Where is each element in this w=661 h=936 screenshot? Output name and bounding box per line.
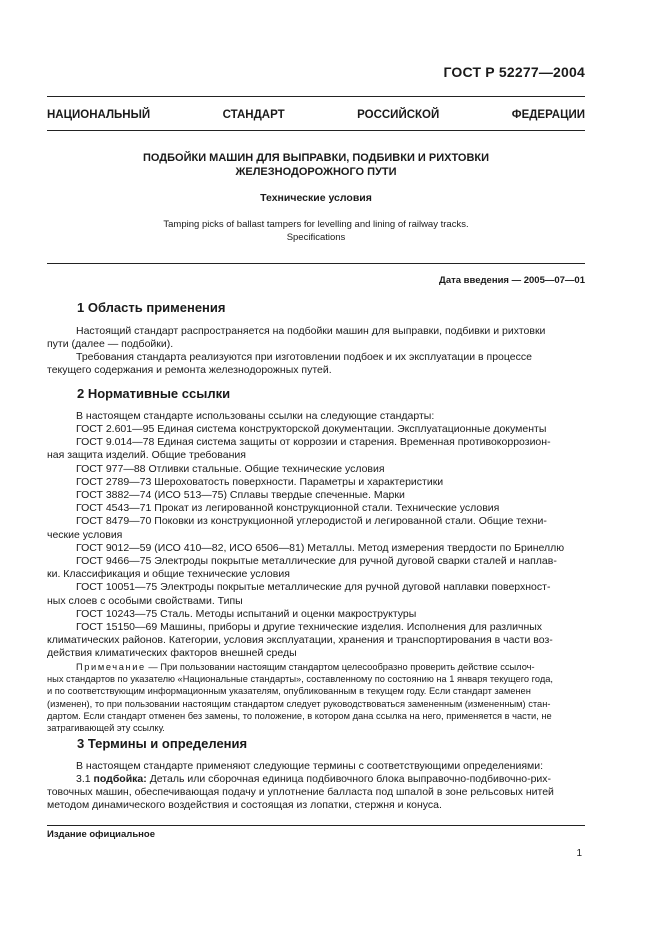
- line: текущего содержания и ремонта железнодорожных путей.: [47, 364, 332, 377]
- banner-rule: [47, 130, 585, 131]
- english-title-line-2: Specifications: [286, 232, 346, 243]
- note-line: и по соответствующим информационным указателям, опубликованным в текущем году. Если стандарт заменен: [47, 686, 531, 697]
- reference-line: ных слоев с особыми свойствами. Типы: [47, 594, 243, 607]
- reference-line: ГОСТ 10051—75 Электроды покрытые металлические для ручной дуговой наплавки поверхност-: [76, 581, 551, 594]
- line: Требования стандарта реализуются при изготовлении подбоек и их эксплуатации в процессе: [76, 351, 532, 363]
- term-name: подбойка:: [93, 773, 147, 785]
- reference-list: [47, 423, 585, 661]
- introduction-date: Дата введения — 2005—07—01: [439, 275, 585, 286]
- reference-line: ГОСТ 2.601—95 Единая система конструкторской документации. Эксплуатационные документы: [76, 423, 547, 435]
- page-number: 1: [576, 848, 582, 859]
- footer-rule: [47, 825, 585, 826]
- document-number: ГОСТ Р 52277—2004: [443, 64, 585, 80]
- national-standard-banner: НАЦИОНАЛЬНЫЙ СТАНДАРТ РОССИЙСКОЙ ФЕДЕРАЦИИ: [47, 109, 585, 121]
- document-subtitle: Технические условия: [260, 192, 372, 204]
- reference-line: ГОСТ 8479—70 Поковки из конструкционной углеродистой и легированной стали. Общие техни-: [76, 515, 547, 528]
- note-text: — При пользовании настоящим стандартом целесообразно проверить действие ссылоч-: [148, 662, 535, 672]
- reference-line: ГОСТ 9012—59 (ИСО 410—82, ИСО 6506—81) Металлы. Метод измерения твердости по Бринеллю: [76, 541, 565, 554]
- reference-line: ГОСТ 9.014—78 Единая система защиты от коррозии и старения. Временная противокоррозион-: [76, 436, 551, 449]
- term-line: товочных машин, обеспечивающая подачу и уплотнение балласта под шпалой в зоне рельсовых нитей: [47, 786, 554, 799]
- reference-line: ГОСТ 977—88 Отливки стальные. Общие технические условия: [76, 462, 385, 475]
- reference-line: ГОСТ 3882—74 (ИСО 513—75) Сплавы твердые спеченные. Марки: [76, 489, 405, 502]
- note-line: ных стандартов по указателю «Национальные стандарты», составленному по состоянию на 1 января текущего года,: [47, 674, 554, 685]
- term-line: [47, 773, 585, 786]
- term-definition: [47, 773, 585, 813]
- title-line-2: ЖЕЛЕЗНОДОРОЖНОГО ПУТИ: [235, 166, 397, 178]
- reference-line: ГОСТ 2789—73 Шероховатость поверхности. Параметры и характеристики: [76, 475, 444, 488]
- reference-line: действия климатических факторов внешней среды: [47, 647, 297, 660]
- section-1-paragraph-2: [47, 351, 585, 377]
- section-1-heading: 1 Область применения: [77, 300, 226, 315]
- note-line: дартом. Если стандарт отменен без замены, то положение, в котором дана ссылка на него, применяется в части, не: [47, 710, 552, 721]
- note-label: Примечание: [76, 662, 146, 672]
- section-1-paragraph-1: [47, 325, 585, 351]
- reference-line: климатических районов. Категории, условия эксплуатации, хранения и транспортирования в части воз-: [47, 634, 553, 647]
- reference-line: ГОСТ 9466—75 Электроды покрытые металлические для ручной дуговой сварки сталей и наплав-: [76, 555, 557, 568]
- section-2-heading: 2 Нормативные ссылки: [77, 386, 231, 401]
- edition-label: Издание официальное: [47, 829, 155, 840]
- top-rule: [47, 96, 585, 97]
- section-2-intro: В настоящем стандарте использованы ссылки на следующие стандарты:: [76, 410, 435, 422]
- line: пути (далее — подбойки).: [47, 338, 174, 351]
- reference-line: ческие условия: [47, 528, 123, 541]
- note-line: (изменен), то при пользовании настоящим стандартом следует руководствоваться замененным (измененным) стан-: [47, 698, 551, 709]
- reference-line: ГОСТ 4543—71 Прокат из легированной конструкционной стали. Технические условия: [76, 502, 500, 515]
- section-3-intro: В настоящем стандарте применяют следующие термины с соответствующими определениями:: [76, 760, 544, 772]
- note-block: [47, 661, 585, 734]
- term-line: методом динамического воздействия и состоящая из лопатки, стержня и конуса.: [47, 799, 442, 812]
- reference-line: ГОСТ 15150—69 Машины, приборы и другие технические изделия. Исполнения для различных: [76, 621, 543, 634]
- document-title: [47, 151, 585, 179]
- title-rule: [47, 263, 585, 264]
- note-line: [47, 661, 585, 673]
- reference-line: ки. Классификация и общие технические условия: [47, 568, 290, 581]
- reference-line: ГОСТ 10243—75 Сталь. Методы испытаний и оценки макроструктуры: [76, 607, 417, 620]
- note-line: затрагивающей эту ссылку.: [47, 723, 165, 734]
- title-line-1: ПОДБОЙКИ МАШИН ДЛЯ ВЫПРАВКИ, ПОДБИВКИ И РИХТОВКИ: [142, 152, 490, 164]
- line: Настоящий стандарт распространяется на подбойки машин для выправки, подбивки и рихтовки: [76, 325, 546, 337]
- english-title-line-1: Tamping picks of ballast tampers for levelling and lining of railway tracks.: [163, 219, 469, 230]
- english-title: [47, 218, 585, 244]
- term-number: 3.1: [76, 773, 91, 785]
- reference-line: ная защита изделий. Общие требования: [47, 449, 246, 462]
- section-3-heading: 3 Термины и определения: [77, 736, 248, 751]
- term-definition-text: Деталь или сборочная единица подбивочного блока выправочно-подбивочно-рих-: [149, 773, 552, 785]
